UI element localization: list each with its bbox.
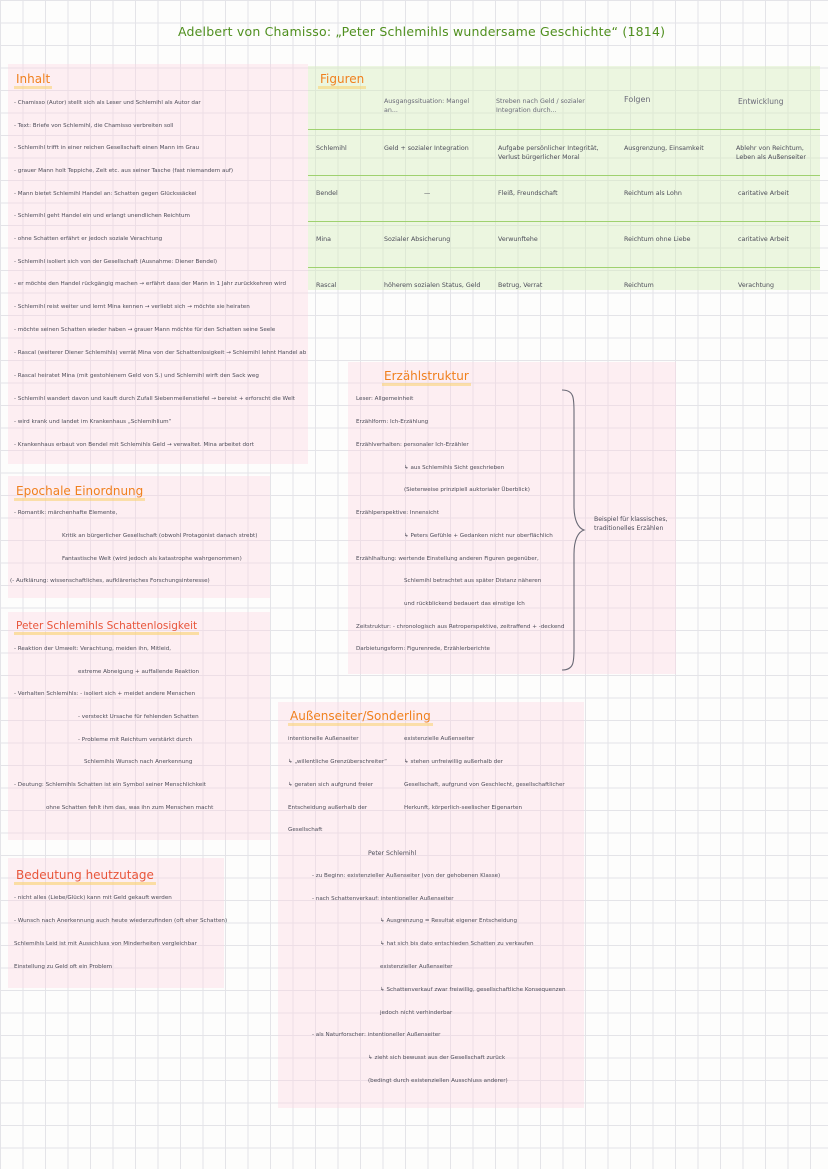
erzaehl-line: Erzählform: Ich-Erzählung [356,419,429,425]
bedeutung-line: - nicht alles (Liebe/Glück) kann mit Geld gekauft werden [14,895,172,901]
schatten-line: - Deutung: Schlemihls Schatten ist ein Symbol seiner Menschlichkeit [14,782,206,788]
aussen-line: ↳ zieht sich bewusst aus der Gesellschaft zurück [368,1055,506,1061]
inhalt-line: - Rascal heiratet Mina (mit gestohlenem Geld von S.) und Schlemihl wirft den Sack weg [14,373,259,379]
inhalt-line: - Schlemihl trifft in einer reichen Gesellschaft einen Mann im Grau [14,145,200,151]
table-cell: Reichtum ohne Liebe [624,236,691,243]
epoche-line: (- Aufklärung: wissenschaftliches, aufklärerisches Forschungsinteresse) [10,578,210,584]
epoche-line: Fantastische Welt (wird jedoch als katastrophe wahrgenommen) [62,556,242,562]
aussen-left-line: Entscheidung außerhalb der [288,805,368,811]
inhalt-line: - grauer Mann holt Teppiche, Zelt etc. aus seiner Tasche (fast niemandem auf) [14,168,234,174]
inhalt-line: - Rascal (weiterer Diener Schlemihls) verrät Mina von der Schattenlosigkeit → Schlemihl lehnt Handel ab [14,350,307,356]
aussen-line: existenzieller Außenseiter [380,964,453,970]
table-cell: Verachtung [738,282,775,289]
schatten-line: extreme Abneigung + auffallende Reaktion [78,669,200,675]
inhalt-line: - Schlemihl isoliert sich von der Gesellschaft (Ausnahme: Diener Bendel) [14,259,218,265]
schatten-line: Schlemihls Wunsch nach Anerkennung [84,759,193,765]
curly-brace-icon [560,388,586,672]
schatten-line: - Verhalten Schlemihls: - isoliert sich + meidet andere Menschen [14,691,196,697]
epoche-heading: Epochale Einordnung [14,484,145,498]
table-cell: Reichtum als Lohn [624,190,682,197]
aussen-subheading: Peter Schlemihl [368,850,417,857]
erzaehl-line: und rückblickend bedauert das einstige Ich [404,601,525,607]
erzaehl-line: Zeitstruktur: - chronologisch aus Retroperspektive, zeitraffend + -deckend [356,624,565,630]
table-cell: Reichtum [624,282,654,289]
figuren-heading: Figuren [318,72,366,86]
aussen-right-line: Herkunft, körperlich-seelischer Eigenarten [404,805,523,811]
table-cell: caritative Arbeit [738,190,789,197]
table-header: Ausgangssituation: Mangel an... [384,98,470,114]
table-cell: — [424,190,431,197]
erzaehl-line: Erzählverhalten: personaler Ich-Erzähler [356,442,469,448]
epoche-line: Kritik an bürgerlicher Gesellschaft (obwohl Protagonist danach strebt) [62,533,258,539]
table-cell: Mina [316,236,332,243]
bedeutung-heading: Bedeutung heutzutage [14,868,156,882]
table-cell: Bendel [316,190,338,197]
inhalt-line: - Schlemihl wandert davon und kauft durch Zufall Siebenmeilenstiefel → bereist + erforscht die Welt [14,396,295,402]
erzaehl-line: Leser: Allgemeinheit [356,396,414,402]
bedeutung-line: Schlemihls Leid ist mit Ausschluss von Minderheiten vergleichbar [14,941,197,947]
aussen-left-line: Gesellschaft [288,827,323,833]
schatten-heading: Peter Schlemihls Schattenlosigkeit [14,620,199,632]
aussen-line: - zu Beginn: existenzieller Außenseiter (von der gehobenen Klasse) [312,873,501,879]
table-cell: höherem sozialen Status, Geld [384,282,481,289]
aussen-left-line: intentionelle Außenseiter [288,736,359,742]
inhalt-line: - Krankenhaus erbaut von Bendel mit Schlemihls Geld → verwaltet. Mina arbeitet dort [14,442,254,448]
table-rule [308,175,820,176]
aussen-line: ↳ Ausgrenzung = Resultat eigener Entscheidung [380,918,518,924]
erzaehl-heading: Erzählstruktur [382,369,471,383]
bedeutung-line: Einstellung zu Geld oft ein Problem [14,964,113,970]
erzaehl-line: Erzählhaltung: wertende Einstellung anderen Figuren gegenüber, [356,556,539,562]
table-header: Streben nach Geld / sozialer Integration durch... [496,98,585,114]
inhalt-line: - Mann bietet Schlemihl Handel an: Schatten gegen Glückssäckel [14,191,197,197]
table-cell: Sozialer Absicherung [384,236,451,243]
schatten-line: - Reaktion der Umwelt: Verachtung, meiden ihn, Mitleid, [14,646,172,652]
table-cell: Ausgrenzung, Einsamkeit [624,145,704,152]
table-cell: Schlemihl [316,145,347,152]
aussen-line: ↳ hat sich bis dato entschieden Schatten zu verkaufen [380,941,534,947]
aussen-line: (bedingt durch existenziellen Ausschluss anderer) [368,1078,508,1084]
erzaehl-line: (Sieterweise prinzipiell auktorialer Überblick) [404,487,530,493]
inhalt-line: - Schlemihl geht Handel ein und erlangt unendlichen Reichtum [14,213,190,219]
table-cell: caritative Arbeit [738,236,789,243]
table-rule [308,129,820,130]
aussen-line: - als Naturforscher: intentioneller Außenseiter [312,1032,441,1038]
inhalt-line: - ohne Schatten erfährt er jedoch soziale Verachtung [14,236,163,242]
erzaehl-line: ↳ Peters Gefühle + Gedanken nicht nur oberflächlich [404,533,553,539]
epoche-line: - Romantik: märchenhafte Elemente, [14,510,118,516]
table-cell: Fleiß, Freundschaft [498,190,558,197]
brace-note: Beispiel für klassisches, traditionelles Erzählen [594,516,668,532]
aussen-left-line: ↳ geraten sich aufgrund freier [288,782,374,788]
table-header: Folgen [624,95,651,104]
erzaehl-line: ↳ aus Schlemihls Sicht geschrieben [404,465,505,471]
erzaehl-line: Darbietungsform: Figurenrede, Erzählerberichte [356,646,490,652]
table-rule [308,267,820,268]
inhalt-line: - er möchte den Handel rückgängig machen → erfährt dass der Mann in 1 Jahr zurückkehren wird [14,281,287,287]
aussen-left-line: ↳ „willentliche Grenzüberschreiter“ [288,759,388,765]
aussen-line: ↳ Schattenverkauf zwar freiwillig, gesellschaftliche Konsequenzen [380,987,566,993]
table-cell: Rascal [316,282,337,289]
bedeutung-line: - Wunsch nach Anerkennung auch heute wiederzufinden (oft eher Schatten) [14,918,228,924]
table-cell: Betrug, Verrat [498,282,543,289]
inhalt-line: - wird krank und landet im Krankenhaus „Schlemihlium“ [14,419,172,425]
inhalt-line: - Text: Briefe von Schlemihl, die Chamisso verbreiten soll [14,123,174,129]
inhalt-line: - Schlemihl reist weiter und lernt Mina kennen → verliebt sich → möchte sie heiraten [14,304,250,310]
aussen-heading: Außenseiter/Sonderling [288,709,433,723]
aussen-right-line: ↳ stehen unfreiwillig außerhalb der [404,759,503,765]
page-title: Adelbert von Chamisso: „Peter Schlemihls wundersame Geschichte“ (1814) [178,24,666,39]
table-rule [308,221,820,222]
inhalt-line: - Chamisso (Autor) stellt sich als Leser und Schlemihl als Autor dar [14,100,201,106]
aussen-line: - nach Schattenverkauf: intentioneller Außenseiter [312,896,454,902]
schatten-line: - versteckt Ursache für fehlenden Schatten [78,714,199,720]
table-header: Entwicklung [738,97,784,106]
inhalt-line: - möchte seinen Schatten wieder haben → grauer Mann möchte für den Schatten seine Seele [14,327,276,333]
schatten-line: ohne Schatten fehlt ihm das, was ihn zum Menschen macht [46,805,214,811]
schatten-line: - Probleme mit Reichtum verstärkt durch [78,737,193,743]
erzaehl-line: Schlemihl betrachtet aus später Distanz näheren [404,578,542,584]
aussen-right-line: Gesellschaft, aufgrund von Geschlecht, gesellschaftlicher [404,782,565,788]
table-cell: Geld + sozialer Integration [384,145,469,152]
erzaehl-line: Erzählperspektive: Innensicht [356,510,439,516]
table-cell: Aufgabe persönlicher Integrität, Verlust bürgerlicher Moral [498,145,599,161]
aussen-right-line: existenzielle Außenseiter [404,736,475,742]
table-cell: Verwunftehe [498,236,538,243]
aussen-line: jedoch nicht verhinderbar [380,1010,453,1016]
inhalt-heading: Inhalt [14,72,52,86]
table-cell: Ablehr von Reichtum, Leben als Außenseiter [736,145,806,161]
